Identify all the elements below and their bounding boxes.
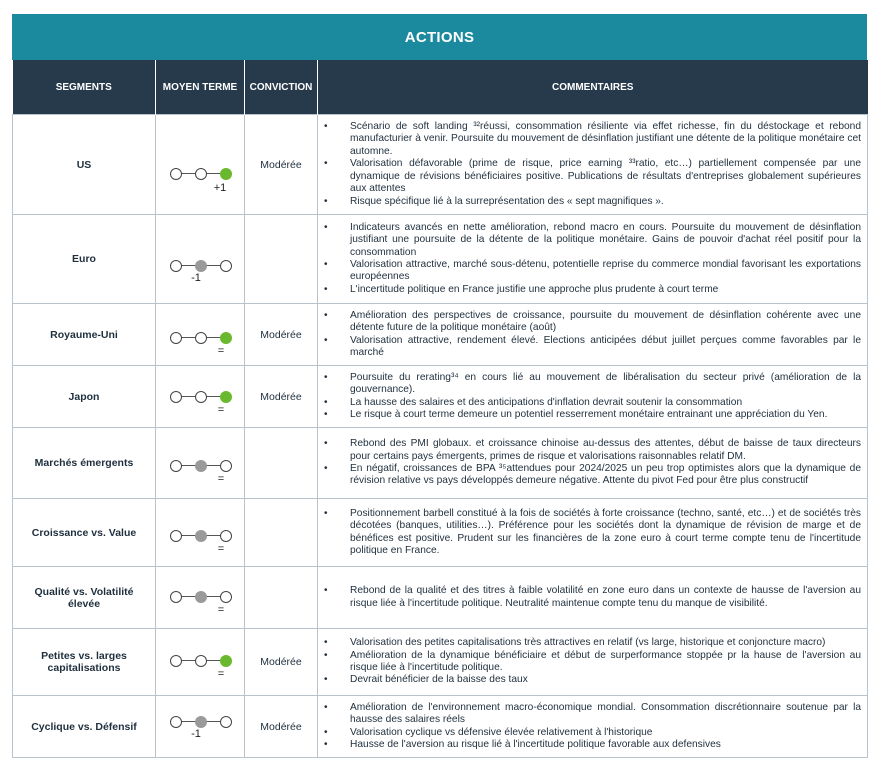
position-marker [170,332,182,344]
position-marker [195,168,207,180]
conviction-cell: Modérée [245,629,318,696]
table-row [13,629,868,696]
position-marker [220,530,232,542]
comments-cell [318,629,868,696]
moyen-terme-cell [156,115,245,215]
comment-item: • L'incertitude politique en France justifie une approche plus prudente à court terme [322,284,861,296]
comment-item: • Positionnement barbell constitué à la fois de sociétés à forte croissance (techno, santé, etc…) et de sociétés très décotées (banques, utilities…). Préférence pour les sociétés dont la dynamique de révision de marge et de bénéfices est positive. Prudent sur les financières de la zone euro à court terme compte tenu de l'incertitude politique en France. [322,508,861,558]
comments-cell [318,428,868,499]
moyen-terme-cell [156,215,245,304]
segment-name: Croissance vs. Value [13,499,156,567]
position-marker [220,260,232,272]
comments-cell [318,304,868,366]
comments-list [322,372,861,422]
conviction-cell [245,215,318,304]
position-label: -1 [191,728,201,740]
comment-item: • Indicateurs avancés en nette amélioration, rebond macro en cours. Poursuite du mouvement de désinflation justifiant une poursuite de la détente de la politique monétaire. Gains de pouvoir d'achat réel positif pour la consommation [322,222,861,259]
segment-name: US [13,115,156,215]
comments-cell [318,567,868,629]
position-marker [170,460,182,472]
conviction-cell: Modérée [245,366,318,428]
table-row [13,567,868,629]
comment-item: • Valorisation cyclique vs défensive élevée relativement à l'historique [322,727,861,739]
position-marker-active [195,460,207,472]
position-marker [170,530,182,542]
comment-item: • Valorisation défavorable (prime de risque, price earning ³³ratio, etc…) partiellement compensée par une dynamique de révisions bénéficiaires positive. Publications de résultats d'entreprises globalement supérieures aux attentes [322,158,861,195]
comment-item: • Amélioration de la dynamique bénéficiaire et début de surperformance stoppée pr la hause de l'aversion au risque liée à l'incertitude politique. [322,650,861,675]
position-marker-active [195,530,207,542]
comments-list [322,702,861,752]
moyen-terme-cell [156,304,245,366]
comment-item: • Amélioration de l'environnement macro-économique mondial. Consommation discrétionnaire soutenue par la hausse des salaires réels [322,702,861,727]
position-scale [170,591,232,616]
comments-list [322,585,861,610]
segment-name: Qualité vs. Volatilité élevée [13,567,156,629]
position-marker [170,168,182,180]
comments-list [322,310,861,360]
position-scale [170,530,232,555]
conviction-cell [245,428,318,499]
comments-list [322,637,861,687]
table-row [13,696,868,758]
moyen-terme-cell [156,499,245,567]
position-marker [170,591,182,603]
comments-list [322,121,861,208]
moyen-terme-cell [156,428,245,499]
position-label: -1 [191,272,201,284]
comments-cell [318,366,868,428]
header-commentaires: COMMENTAIRES [318,60,868,115]
comment-item: • Scénario de soft landing ³²réussi, consommation résiliente via effet richesse, fin du déstockage et rebond manufacturier à venir. Poursuite du mouvement de désinflation justifiant une détente de la politique monétaire cet automne. [322,121,861,158]
position-label: = [217,404,225,416]
table-row [13,366,868,428]
comment-item: • Risque spécifique lié à la surreprésentation des « sept magnifiques ». [322,196,861,208]
position-label: = [217,668,225,680]
segment-name: Marchés émergents [13,428,156,499]
position-label: = [217,604,225,616]
table-row [13,304,868,366]
comment-item: • Rebond des PMI globaux. et croissance chinoise au-dessus des attentes, début de baisse de taux directeurs pour certains pays émergents, primes de risque et valorisations raisonnables relatif DM. [322,438,861,463]
position-label: = [217,543,225,555]
position-scale [170,460,232,485]
position-marker [170,655,182,667]
position-marker [220,716,232,728]
comment-item: • Amélioration des perspectives de croissance, poursuite du mouvement de désinflation cohérente avec une détente future de la politique monétaire (août) [322,310,861,335]
position-label: = [217,473,225,485]
comment-item: • Hausse de l'aversion au risque lié à l'incertitude politique favorable aux defensives [322,739,861,751]
position-label: +1 [213,182,227,194]
position-marker [170,260,182,272]
table-row [13,428,868,499]
comment-item: • Rebond de la qualité et des titres à faible volatilité en zone euro dans un contexte de hausse de l'aversion au risque liée à l'incertitude politique. Neutralité maintenue compte tenu du manque de visibilité. [322,585,861,610]
table-title: ACTIONS [12,14,867,60]
position-scale [170,168,232,194]
table-row [13,499,868,567]
moyen-terme-cell [156,696,245,758]
position-marker-active [220,168,232,180]
position-marker-active [195,260,207,272]
header-segments: SEGMENTS [13,60,156,115]
comment-item: • La hausse des salaires et des anticipations d'inflation devrait soutenir la consommation [322,397,861,409]
comment-item: • Devrait bénéficier de la baisse des taux [322,674,861,686]
segment-name: Cyclique vs. Défensif [13,696,156,758]
comments-cell [318,115,868,215]
position-marker [220,591,232,603]
position-marker [195,332,207,344]
moyen-terme-cell [156,567,245,629]
moyen-terme-cell [156,366,245,428]
comments-list [322,508,861,558]
position-scale [170,332,232,357]
header-conviction: CONVICTION [245,60,318,115]
segment-name: Petites vs. larges capitalisations [13,629,156,696]
conviction-cell: Modérée [245,115,318,215]
position-marker [170,391,182,403]
comment-item: • Valorisation attractive, marché sous-détenu, potentielle reprise du commerce mondial favorisant les exportations européennes [322,259,861,284]
actions-table-container [12,14,867,758]
conviction-cell [245,499,318,567]
comment-item: • Valorisation des petites capitalisations très attractives en relatif (vs large, historique et conjoncture macro) [322,637,861,649]
position-scale [170,655,232,680]
comments-cell [318,215,868,304]
table-row [13,115,868,215]
comments-cell [318,499,868,567]
comment-item: • Valorisation attractive, rendement élevé. Elections anticipées début juillet perçues comme favorables par le marché [322,335,861,360]
conviction-cell: Modérée [245,304,318,366]
position-marker-active [220,655,232,667]
comments-list [322,438,861,488]
comment-item: • Poursuite du rerating³⁴ en cours lié au mouvement de libéralisation du secteur privé (amélioration de la gouvernance). [322,372,861,397]
position-marker-active [220,332,232,344]
position-scale [170,716,232,740]
table-row [13,215,868,304]
segment-name: Royaume-Uni [13,304,156,366]
conviction-cell [245,567,318,629]
position-marker-active [220,391,232,403]
comment-item: • Le risque à court terme demeure un potentiel resserrement monétaire entrainant une appréciation du Yen. [322,409,861,421]
position-marker [170,716,182,728]
segment-name: Japon [13,366,156,428]
position-marker [195,655,207,667]
comments-cell [318,696,868,758]
position-scale [170,391,232,416]
segment-name: Euro [13,215,156,304]
position-marker-active [195,591,207,603]
conviction-cell: Modérée [245,696,318,758]
actions-table [12,60,868,758]
moyen-terme-cell [156,629,245,696]
position-marker [220,460,232,472]
header-row [13,60,868,115]
position-scale [170,260,232,284]
header-moyen-terme: MOYEN TERME [156,60,245,115]
comments-list [322,222,861,296]
position-label: = [217,345,225,357]
position-marker [195,391,207,403]
position-marker-active [195,716,207,728]
comment-item: • En négatif, croissances de BPA ³⁵attendues pour 2024/2025 un peu trop optimistes alors que la dynamique de révision relative vs pays développés demeure négative. Attente du pivot Fed pour être plus constructif [322,463,861,488]
